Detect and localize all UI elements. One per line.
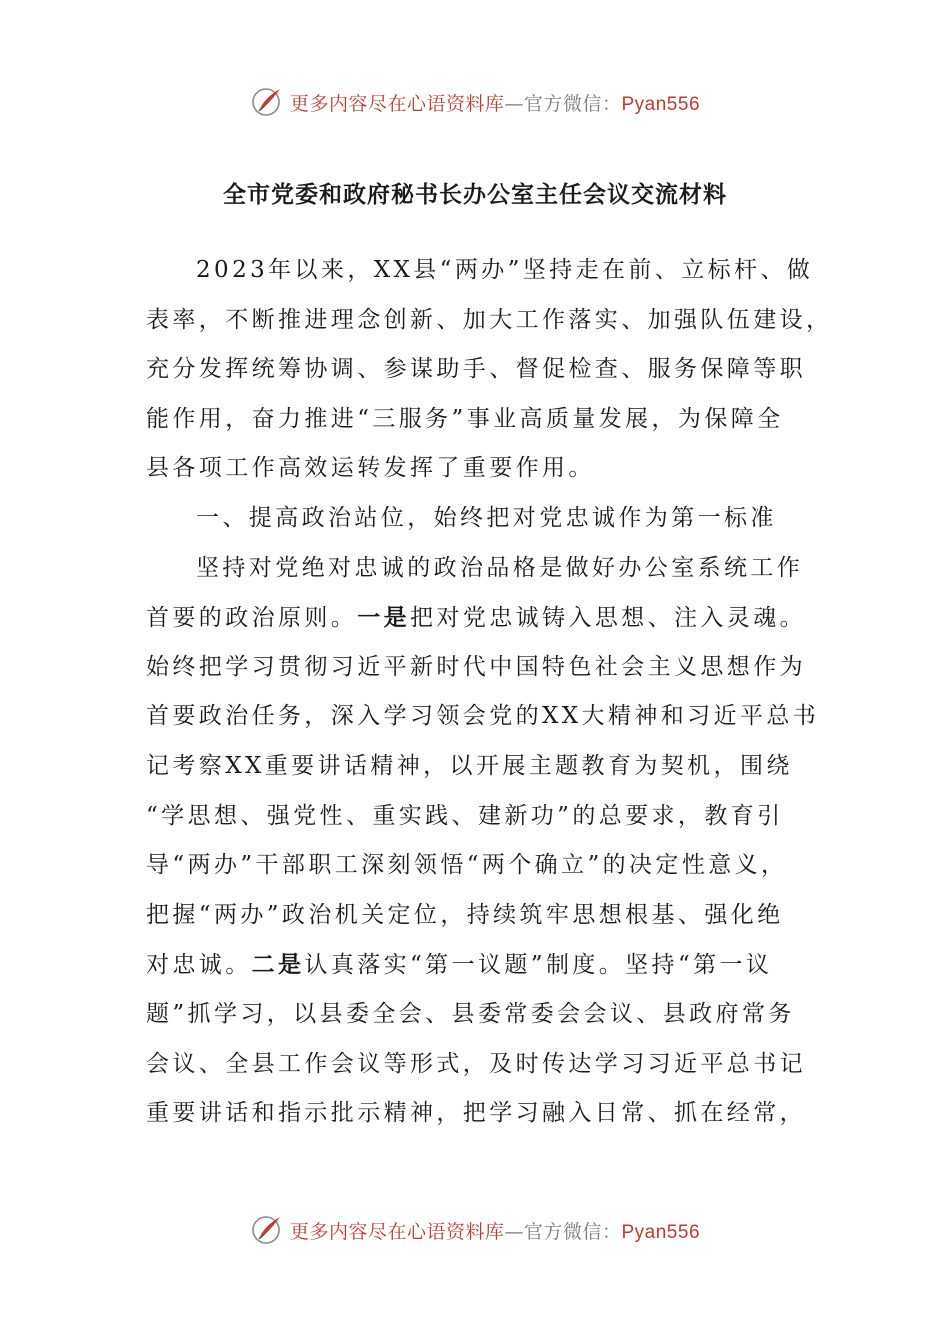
text-line: “学思想、强党性、重实践、建新功”的总要求，教育引 <box>146 802 784 829</box>
text-line: 县各项工作高效运转发挥了重要作用。 <box>146 455 595 482</box>
quill-logo-icon <box>250 1213 284 1247</box>
watermark-banner-top <box>0 82 950 122</box>
document-body <box>146 246 833 1139</box>
bold-marker: 二是 <box>251 951 305 979</box>
watermark-banner-bottom <box>0 1210 950 1250</box>
text-line: 题”抓学习，以县委全会、县委常委会会议、县政府常务 <box>146 1000 795 1027</box>
text-line: 重要讲话和指示批示精神，把学习融入日常、抓在经常， <box>146 1100 806 1127</box>
text-line: 能作用，奋力推进“三服务”事业高质量发展，为保障全 <box>146 405 784 432</box>
text-line: 对忠诚。二是认真落实“第一议题”制度。坚持“第一议 <box>146 951 773 979</box>
text-line: 会议、全县工作会议等形式，及时传达学习习近平总书记 <box>146 1050 806 1077</box>
text-line: 坚持对党绝对忠诚的政治品格是做好办公室系统工作 <box>196 554 804 581</box>
section-heading: 一、提高政治站位，始终把对党忠诚作为第一标准 <box>196 504 777 531</box>
document-title: 全市党委和政府秘书长办公室主任会议交流材料 <box>223 182 727 208</box>
text-line: 首要政治任务，深入学习领会党的XX大精神和习近平总书 <box>146 703 820 730</box>
text-line: 首要的政治原则。一是把对党忠诚铸入思想、注入灵魂。 <box>146 604 807 632</box>
text-line: 把握“两办”政治机关定位，持续筑牢思想根基、强化绝 <box>146 901 784 928</box>
watermark-text: 更多内容尽在心语资料库—官方微信：Pyan556 <box>289 1220 701 1243</box>
text-line: 2023年以来，XX县“两办”坚持走在前、立标杆、做 <box>196 257 814 283</box>
bold-marker: 一是 <box>357 604 411 632</box>
watermark-text: 更多内容尽在心语资料库—官方微信：Pyan556 <box>289 92 701 115</box>
text-line: 充分发挥统筹协调、参谋助手、督促检查、服务保障等职 <box>146 356 806 383</box>
text-line: 记考察XX重要讲话精神，以开展主题教育为契机，围绕 <box>146 752 793 779</box>
text-line: 表率，不断推进理念创新、加大工作落实、加强队伍建设， <box>146 306 833 333</box>
quill-logo-icon <box>250 85 284 119</box>
text-line: 导“两办”干部职工深刻领悟“两个确立”的决定性意义， <box>146 852 788 879</box>
text-line: 始终把学习贯彻习近平新时代中国特色社会主义思想作为 <box>146 653 806 680</box>
